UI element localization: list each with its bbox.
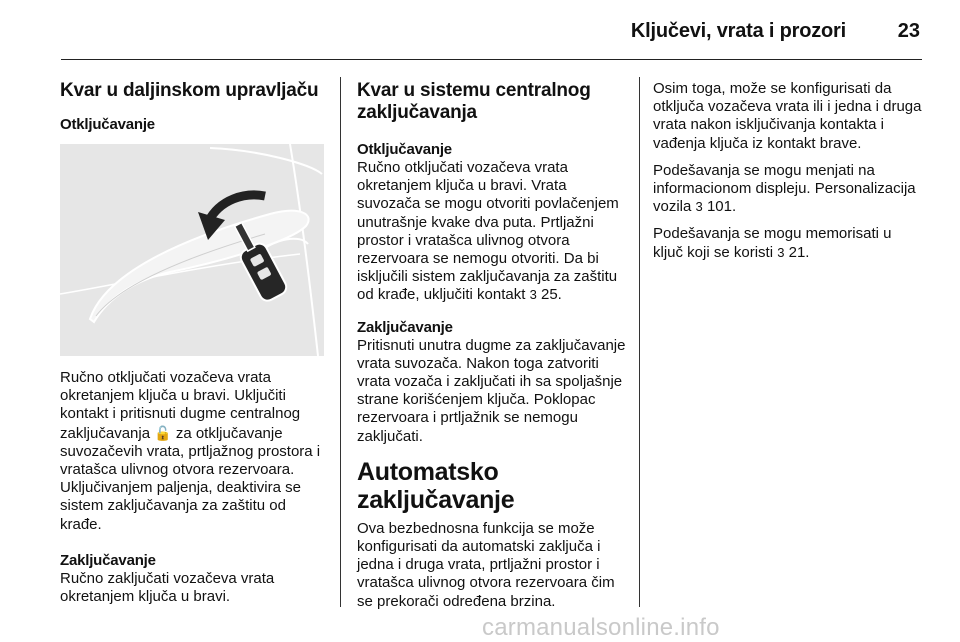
paragraph-settings-display xyxy=(653,162,923,217)
page-ref-icon: 3 xyxy=(695,199,703,215)
section-heading-central-locking-failure: Kvar u sistemu centralnog zaključavanja xyxy=(357,80,591,123)
page-number: 23 xyxy=(897,20,920,42)
page-ref-25[interactable]: 25. xyxy=(541,286,562,304)
text-central-unlock: Ručno otključati vozačeva vrata okretanjem ključa u bravi. Vrata suvozača se mogu otvoriti povlačenjem unutrašnje kvake dva puta. Prtljažni prostor i vratašca ulivnog otvora rezervoara se nemogu otvoriti. Da bi isključili sistem zaključavanja za zaštitu od krađe, uključiti kontakt xyxy=(357,159,619,304)
column-divider-2 xyxy=(639,77,640,607)
text-remote-unlock-a: Ručno otključati vozačeva vrata okretanjem ključa u bravi. Uključiti kontakt i pritisnuti dugme centralnog zaključavanja xyxy=(60,369,301,442)
header-rule xyxy=(61,59,922,60)
page-ref-icon: 3 xyxy=(529,287,537,303)
watermark: carmanualsonline.info xyxy=(482,614,720,641)
section-heading-remote-failure: Kvar u daljinskom upravljaču xyxy=(60,80,319,101)
subheading-locking: Zaključavanje xyxy=(60,551,156,569)
text-settings-key: Podešavanja se mogu memorisati u ključ koji se koristi xyxy=(653,225,892,261)
text-remote-unlock-b: za otključavanje suvozačevih vrata, prtljažnog prostora i vratašca ulivnog otvora rezervoara. Uključivanjem paljenja, deaktivira se sistem zaključavanja za zaštitu od krađe. xyxy=(60,424,321,533)
text-settings-display: Podešavanja se mogu menjati na informacionom displeju. Personalizacija vozila xyxy=(653,161,916,216)
door-handle-key-drawing xyxy=(60,144,324,356)
section-heading-automatic-locking: Automatsko zaključavanje xyxy=(357,457,515,514)
column-1 xyxy=(60,80,328,615)
column-3 xyxy=(653,80,923,271)
paragraph-settings-key xyxy=(653,225,923,261)
paragraph-remote-lock: Ručno zaključati vozačeva vrata okretanjem ključa u bravi. xyxy=(60,569,275,606)
door-handle-key-illustration xyxy=(60,144,324,356)
page-ref-101[interactable]: 101. xyxy=(706,198,737,216)
page-ref-icon: 3 xyxy=(777,244,785,260)
column-divider-1 xyxy=(340,77,341,607)
subheading-unlocking: Otključavanje xyxy=(60,116,155,133)
paragraph-central-unlock xyxy=(357,159,627,305)
column-2 xyxy=(357,80,627,620)
subheading-locking-central: Zaključavanje xyxy=(357,318,453,336)
paragraph-auto-unlock-config: Osim toga, može se konfigurisati da otključa vozačeva vrata ili i jedna i druga vrata nakon isključivanja kontakta i vađenja ključa iz kontakt brave. xyxy=(653,80,922,152)
paragraph-automatic-locking: Ova bezbednosna funkcija se može konfigurisati da automatski zaključa i jedna i druga vrata, prtljažni prostor i vratašca ulivnog otvora rezervoara čim se prekorači određena brzina. xyxy=(357,519,615,610)
paragraph-central-lock: Pritisnuti unutra dugme za zaključavanje vrata suvozača. Nakon toga zatvoriti vrata vozača i zaključati ih sa spoljašnje strane korišćenjem ključa. Poklopac rezervoara i prtljažnik se nemogu zaključati. xyxy=(357,336,626,445)
unlock-icon: 🔓 xyxy=(154,424,172,441)
page-ref-21[interactable]: 21. xyxy=(788,243,810,261)
subheading-unlocking-central: Otključavanje xyxy=(357,141,452,158)
header-title: Ključevi, vrata i prozori xyxy=(630,20,846,42)
paragraph-remote-unlock xyxy=(60,369,328,534)
